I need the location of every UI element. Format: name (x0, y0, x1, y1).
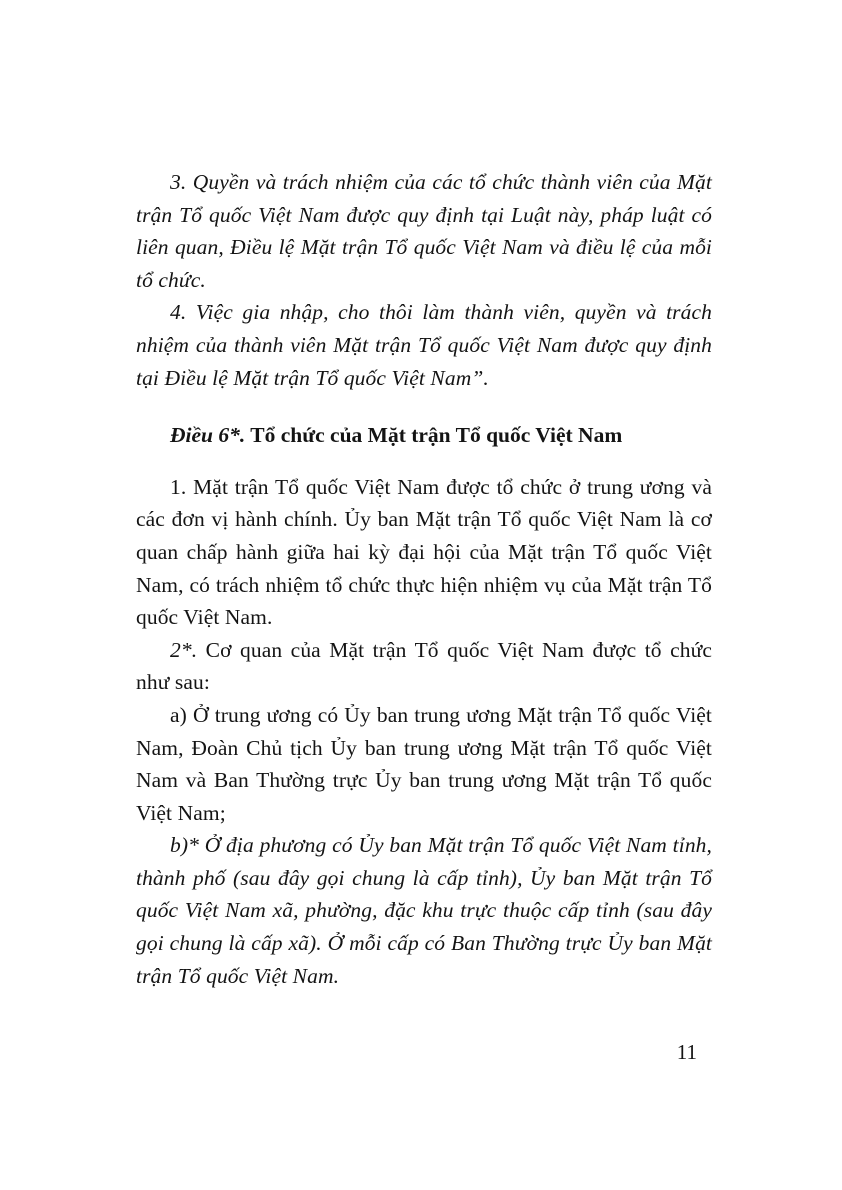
article-title: Tổ chức của Mặt trận Tổ quốc Việt Nam (245, 423, 623, 448)
paragraph-clause-3: 3. Quyền và trách nhiệm của các tổ chức thành viên của Mặt trận Tổ quốc Việt Nam được quy định tại Luật này, pháp luật có liên quan, Điều lệ Mặt trận Tổ quốc Việt Nam và điều lệ của mỗi tổ chức. (136, 170, 712, 292)
paragraph-clause-2 (136, 634, 712, 699)
paragraph-clause-4: 4. Việc gia nhập, cho thôi làm thành viên, quyền và trách nhiệm của thành viên Mặt trận Tổ quốc Việt Nam được quy định tại Điều lệ Mặt trận Tổ quốc Việt Nam”. (136, 300, 712, 390)
page-number: 11 (676, 1040, 697, 1064)
paragraph-point-a: a) Ở trung ương có Ủy ban trung ương Mặt trận Tổ quốc Việt Nam, Đoàn Chủ tịch Ủy ban trung ương Mặt trận Tổ quốc Việt Nam và Ban Thường trực Ủy ban trung ương Mặt trận Tổ quốc Việt Nam; (136, 702, 712, 825)
clause-2-number: 2*. (170, 637, 198, 662)
clause-2-text: Cơ quan của Mặt trận Tổ quốc Việt Nam được tổ chức như sau: (136, 637, 712, 695)
article-heading (136, 419, 712, 452)
paragraph-point-b: b)* Ở địa phương có Ủy ban Mặt trận Tổ quốc Việt Nam tỉnh, thành phố (sau đây gọi chung là cấp tỉnh), Ủy ban Mặt trận Tổ quốc Việt Nam xã, phường, đặc khu trực thuộc cấp tỉnh (sau đây gọi chung là cấp xã). Ở mỗi cấp có Ban Thường trực Ủy ban Mặt trận Tổ quốc Việt Nam. (136, 833, 712, 988)
article-number: Điều 6*. (170, 423, 246, 448)
paragraph-clause-1: 1. Mặt trận Tổ quốc Việt Nam được tổ chức ở trung ương và các đơn vị hành chính. Ủy ban Mặt trận Tổ quốc Việt Nam là cơ quan chấp hành giữa hai kỳ đại hội của Mặt trận Tổ quốc Việt Nam, có trách nhiệm tổ chức thực hiện nhiệm vụ của Mặt trận Tổ quốc Việt Nam. (136, 474, 712, 630)
page-content (136, 166, 712, 992)
